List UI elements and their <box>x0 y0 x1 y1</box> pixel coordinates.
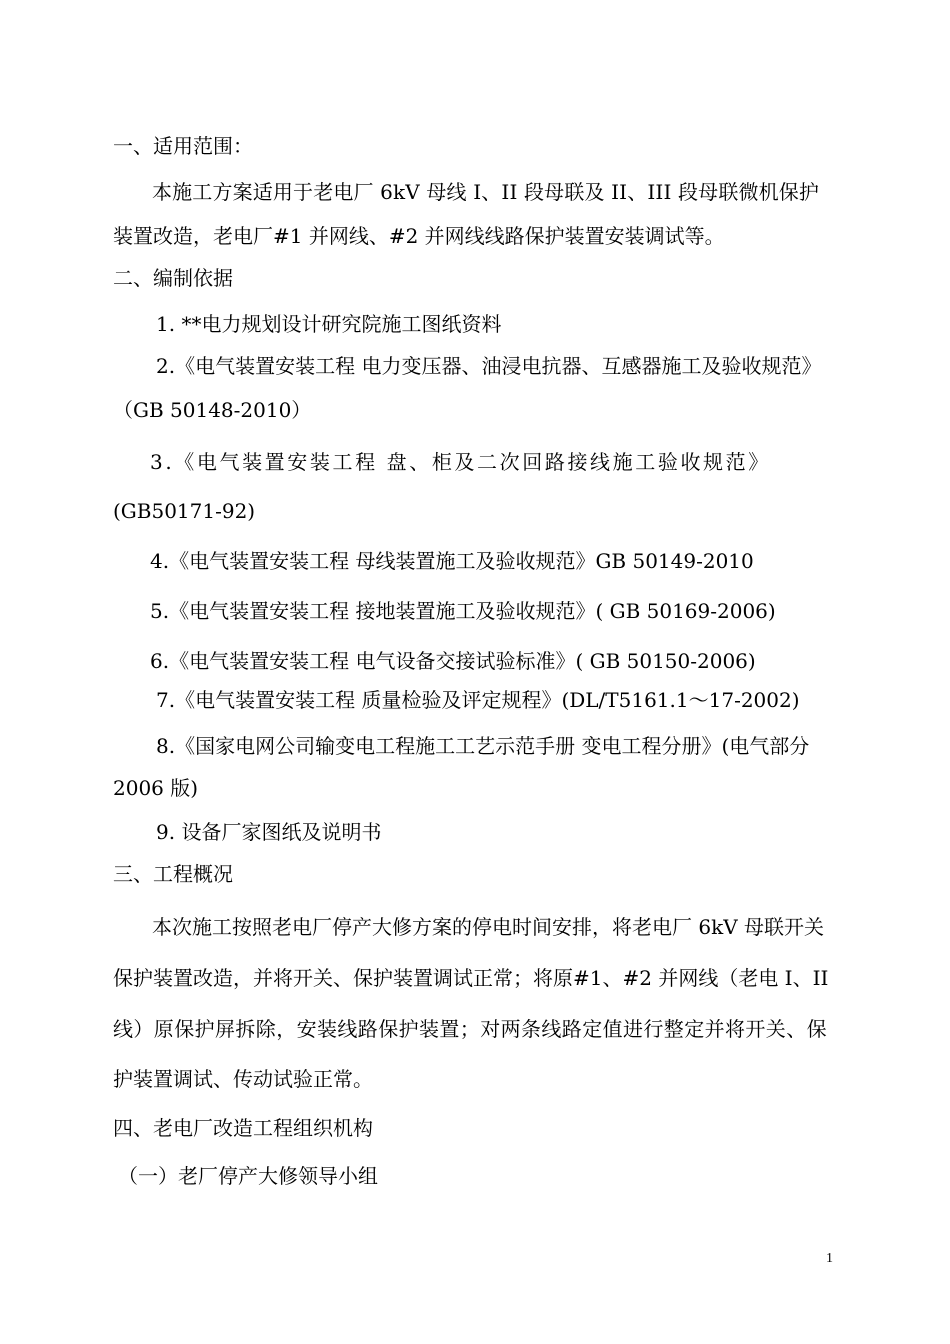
basis-item-2-line-2: （GB 50148-2010） <box>113 398 312 422</box>
basis-item-8-line-2: 2006 版) <box>113 776 199 800</box>
basis-item-2-line-1: 2.《电气装置安装工程 电力变压器、油浸电抗器、互感器施工及验收规范》 <box>156 354 822 378</box>
basis-item-7: 7.《电气装置安装工程 质量检验及评定规程》(DL/T5161.1～17-2002) <box>156 688 800 712</box>
overview-paragraph-line-4: 护装置调试、传动试验正常。 <box>113 1067 373 1091</box>
basis-item-6: 6.《电气装置安装工程 电气设备交接试验标准》( GB 50150-2006) <box>150 649 756 673</box>
overview-paragraph-line-2: 保护装置改造，并将开关、保护装置调试正常；将原#1、#2 并网线（老电 I、II <box>113 966 829 990</box>
section-heading-organization: 四、老电厂改造工程组织机构 <box>113 1116 373 1140</box>
page-number: 1 <box>826 1251 833 1266</box>
section-heading-overview: 三、工程概况 <box>113 862 233 886</box>
basis-item-5: 5.《电气装置安装工程 接地装置施工及验收规范》( GB 50169-2006) <box>150 599 776 623</box>
scope-paragraph-line-1: 本施工方案适用于老电厂 6kV 母线 I、II 段母联及 II、III 段母联微机保护 <box>152 180 820 204</box>
basis-item-4: 4.《电气装置安装工程 母线装置施工及验收规范》GB 50149-2010 <box>150 549 754 573</box>
basis-item-1: 1. **电力规划设计研究院施工图纸资料 <box>156 312 502 336</box>
basis-item-3-line-1: 3.《电气装置安装工程 盘、柜及二次回路接线施工验收规范》 <box>150 450 771 474</box>
basis-item-9: 9. 设备厂家图纸及说明书 <box>156 820 382 844</box>
section-heading-scope: 一、适用范围： <box>113 134 253 158</box>
subsection-leading-group: （一）老厂停产大修领导小组 <box>118 1164 378 1188</box>
basis-item-8-line-1: 8.《国家电网公司输变电工程施工工艺示范手册 变电工程分册》(电气部分 <box>156 734 810 758</box>
scope-paragraph-line-2: 装置改造，老电厂#1 并网线、#2 并网线线路保护装置安装调试等。 <box>113 224 725 248</box>
section-heading-basis: 二、编制依据 <box>113 266 233 290</box>
overview-paragraph-line-1: 本次施工按照老电厂停产大修方案的停电时间安排，将老电厂 6kV 母联开关 <box>152 915 825 939</box>
basis-item-3-line-2: (GB50171-92) <box>113 499 256 523</box>
overview-paragraph-line-3: 线）原保护屏拆除，安装线路保护装置；对两条线路定值进行整定并将开关、保 <box>113 1017 827 1041</box>
